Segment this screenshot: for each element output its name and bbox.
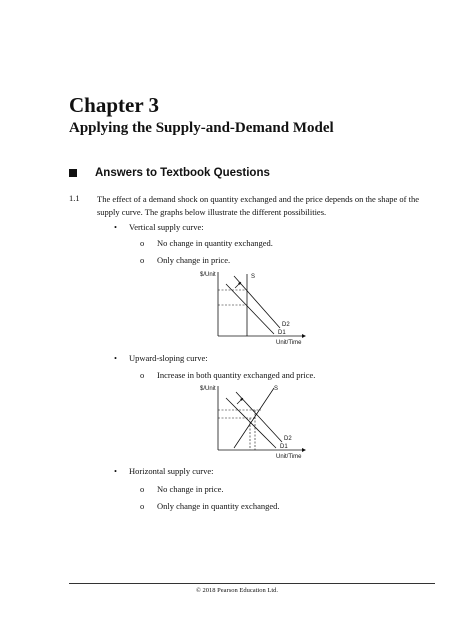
sub-item-text: No change in quantity exchanged.	[157, 238, 273, 248]
bullet-item	[114, 467, 214, 476]
d2-label: D2	[282, 322, 290, 328]
sub-bullet-icon: o	[140, 501, 145, 511]
upward-supply-graph	[198, 382, 310, 462]
bullet-dot-icon: •	[114, 466, 117, 476]
supply-label: S	[274, 386, 279, 392]
sub-item	[140, 256, 230, 265]
d2-label: D2	[284, 436, 292, 442]
y-axis-label: $/Unit	[200, 386, 216, 392]
sub-item-text: No change in price.	[157, 484, 224, 494]
sub-bullet-icon: o	[140, 484, 145, 494]
sub-bullet-icon: o	[140, 255, 145, 265]
chapter-title: Chapter 3	[69, 93, 160, 117]
sub-bullet-icon: o	[140, 238, 145, 248]
footer-copyright: © 2018 Pearson Education Ltd.	[195, 587, 279, 594]
demand-curve-d1	[226, 398, 276, 448]
sub-item	[140, 371, 315, 380]
sub-bullet-icon: o	[140, 370, 145, 380]
sub-item-text: Only change in quantity exchanged.	[157, 501, 280, 511]
section-heading-text: Answers to Textbook Questions	[95, 167, 270, 179]
bullet-text: Upward-sloping curve:	[129, 353, 208, 363]
x-axis-label: Unit/Time	[276, 340, 302, 346]
bullet-text: Horizontal supply curve:	[129, 466, 214, 476]
bullet-item	[114, 354, 208, 363]
d1-label: D1	[278, 330, 286, 336]
sub-item	[140, 239, 273, 248]
demand-curve-d1	[226, 284, 274, 334]
bullet-dot-icon: •	[114, 222, 117, 232]
question-text: The effect of a demand shock on quantity exchanged and the price depends on the shape of the supply curve. The graphs below illustrate the different possibilities.	[97, 194, 420, 217]
x-axis-label: Unit/Time	[276, 454, 302, 460]
section-heading	[69, 167, 270, 179]
sub-item	[140, 485, 224, 494]
bullet-dot-icon: •	[114, 353, 117, 363]
sub-item	[140, 502, 280, 511]
sub-item-text: Increase in both quantity exchanged and price.	[157, 370, 316, 380]
x-axis-arrow-icon	[302, 334, 306, 338]
x-axis-arrow-icon	[302, 448, 306, 452]
square-bullet-icon	[69, 169, 77, 177]
vertical-supply-graph	[198, 268, 310, 348]
bullet-item	[114, 223, 204, 232]
demand-curve-d2	[234, 276, 280, 328]
question-number: 1.1	[69, 193, 80, 203]
bullet-text: Vertical supply curve:	[129, 222, 204, 232]
d1-label: D1	[280, 444, 288, 450]
chapter-subtitle: Applying the Supply-and-Demand Model	[69, 120, 334, 136]
footer-divider	[69, 583, 435, 584]
y-axis-label: $/Unit	[200, 272, 216, 278]
sub-item-text: Only change in price.	[157, 255, 231, 265]
supply-label: S	[251, 274, 256, 280]
